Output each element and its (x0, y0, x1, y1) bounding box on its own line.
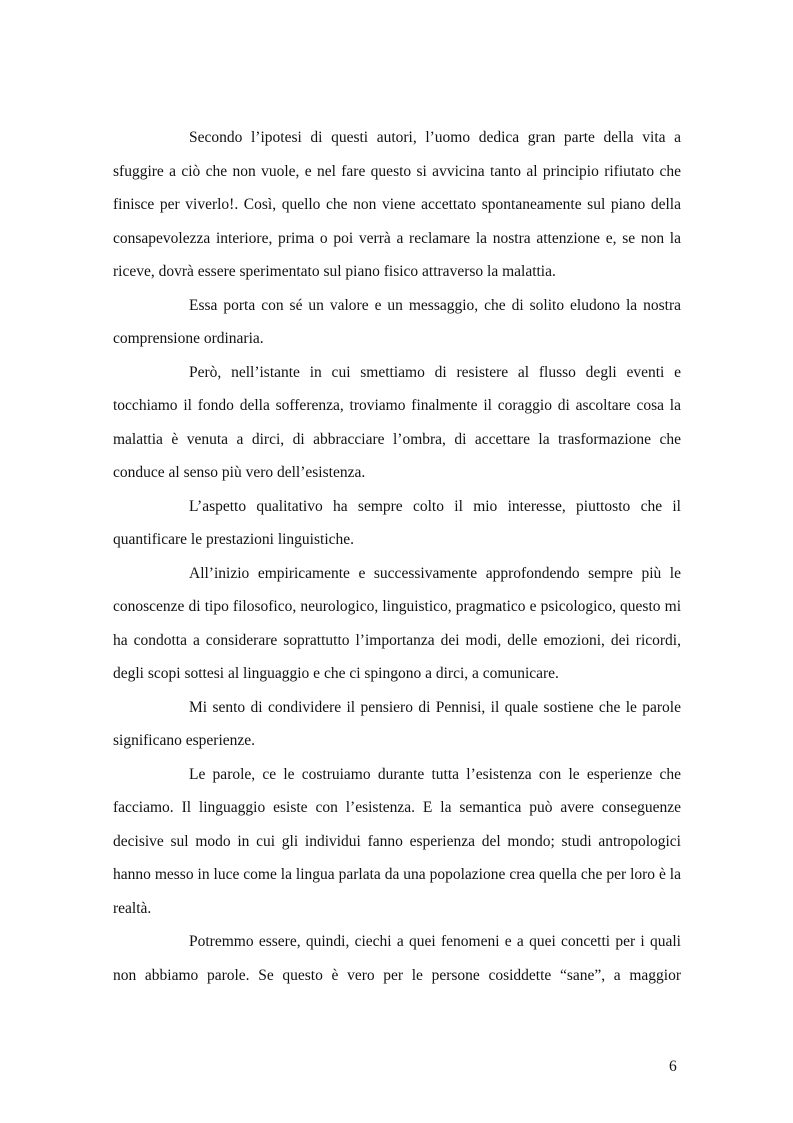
paragraph: Mi sento di condividere il pensiero di Pennisi, il quale sostiene che le parole significano esperienze. (113, 698, 681, 749)
paragraph: Le parole, ce le costruiamo durante tutta l’esistenza con le esperienze che facciamo. Il linguaggio esiste con l’esistenza. E la semantica può avere conseguenze decisive sul modo in cui gli individui fanno esperienza del mondo; studi antropologici hanno messo in luce come la lingua parlata da una popolazione crea quella che per loro è la realtà. (113, 765, 681, 917)
paragraph: L’aspetto qualitativo ha sempre colto il mio interesse, piuttosto che il quantificare le prestazioni linguistiche. (113, 497, 681, 548)
paragraph: Essa porta con sé un valore e un messaggio, che di solito eludono la nostra comprensione ordinaria. (113, 296, 681, 347)
paragraph: All’inizio empiricamente e successivamente approfondendo sempre più le conoscenze di tipo filosofico, neurologico, linguistico, pragmatico e psicologico, questo mi ha condotta a considerare soprattutto l’importanza dei modi, delle emozioni, dei ricordi, degli scopi sottesi al linguaggio e che ci spingono a dirci, a comunicare. (113, 564, 681, 682)
paragraph: Però, nell’istante in cui smettiamo di resistere al flusso degli eventi e tocchiamo il fondo della sofferenza, troviamo finalmente il coraggio di ascoltare cosa la malattia è venuta a dirci, di abbracciare l’ombra, di accettare la trasformazione che conduce al senso più vero dell’esistenza. (113, 363, 681, 481)
body-text (113, 121, 681, 992)
paragraph-last: Potremmo essere, quindi, ciechi a quei fenomeni e a quei concetti per i quali non abbiamo parole. Se questo è vero per le persone cosiddette “sane”, a maggior (113, 933, 681, 984)
paragraph: Secondo l’ipotesi di questi autori, l’uomo dedica gran parte della vita a sfuggire a ciò che non vuole, e nel fare questo si avvicina tanto al principio rifiutato che finisce per viverlo!. Così, quello che non viene accettato spontaneamente sul piano della consapevolezza interiore, prima o poi verrà a reclamare la nostra attenzione e, se non la riceve, dovrà essere sperimentato sul piano fisico attraverso la malattia. (113, 129, 681, 280)
page-number: 6 (669, 1058, 677, 1075)
